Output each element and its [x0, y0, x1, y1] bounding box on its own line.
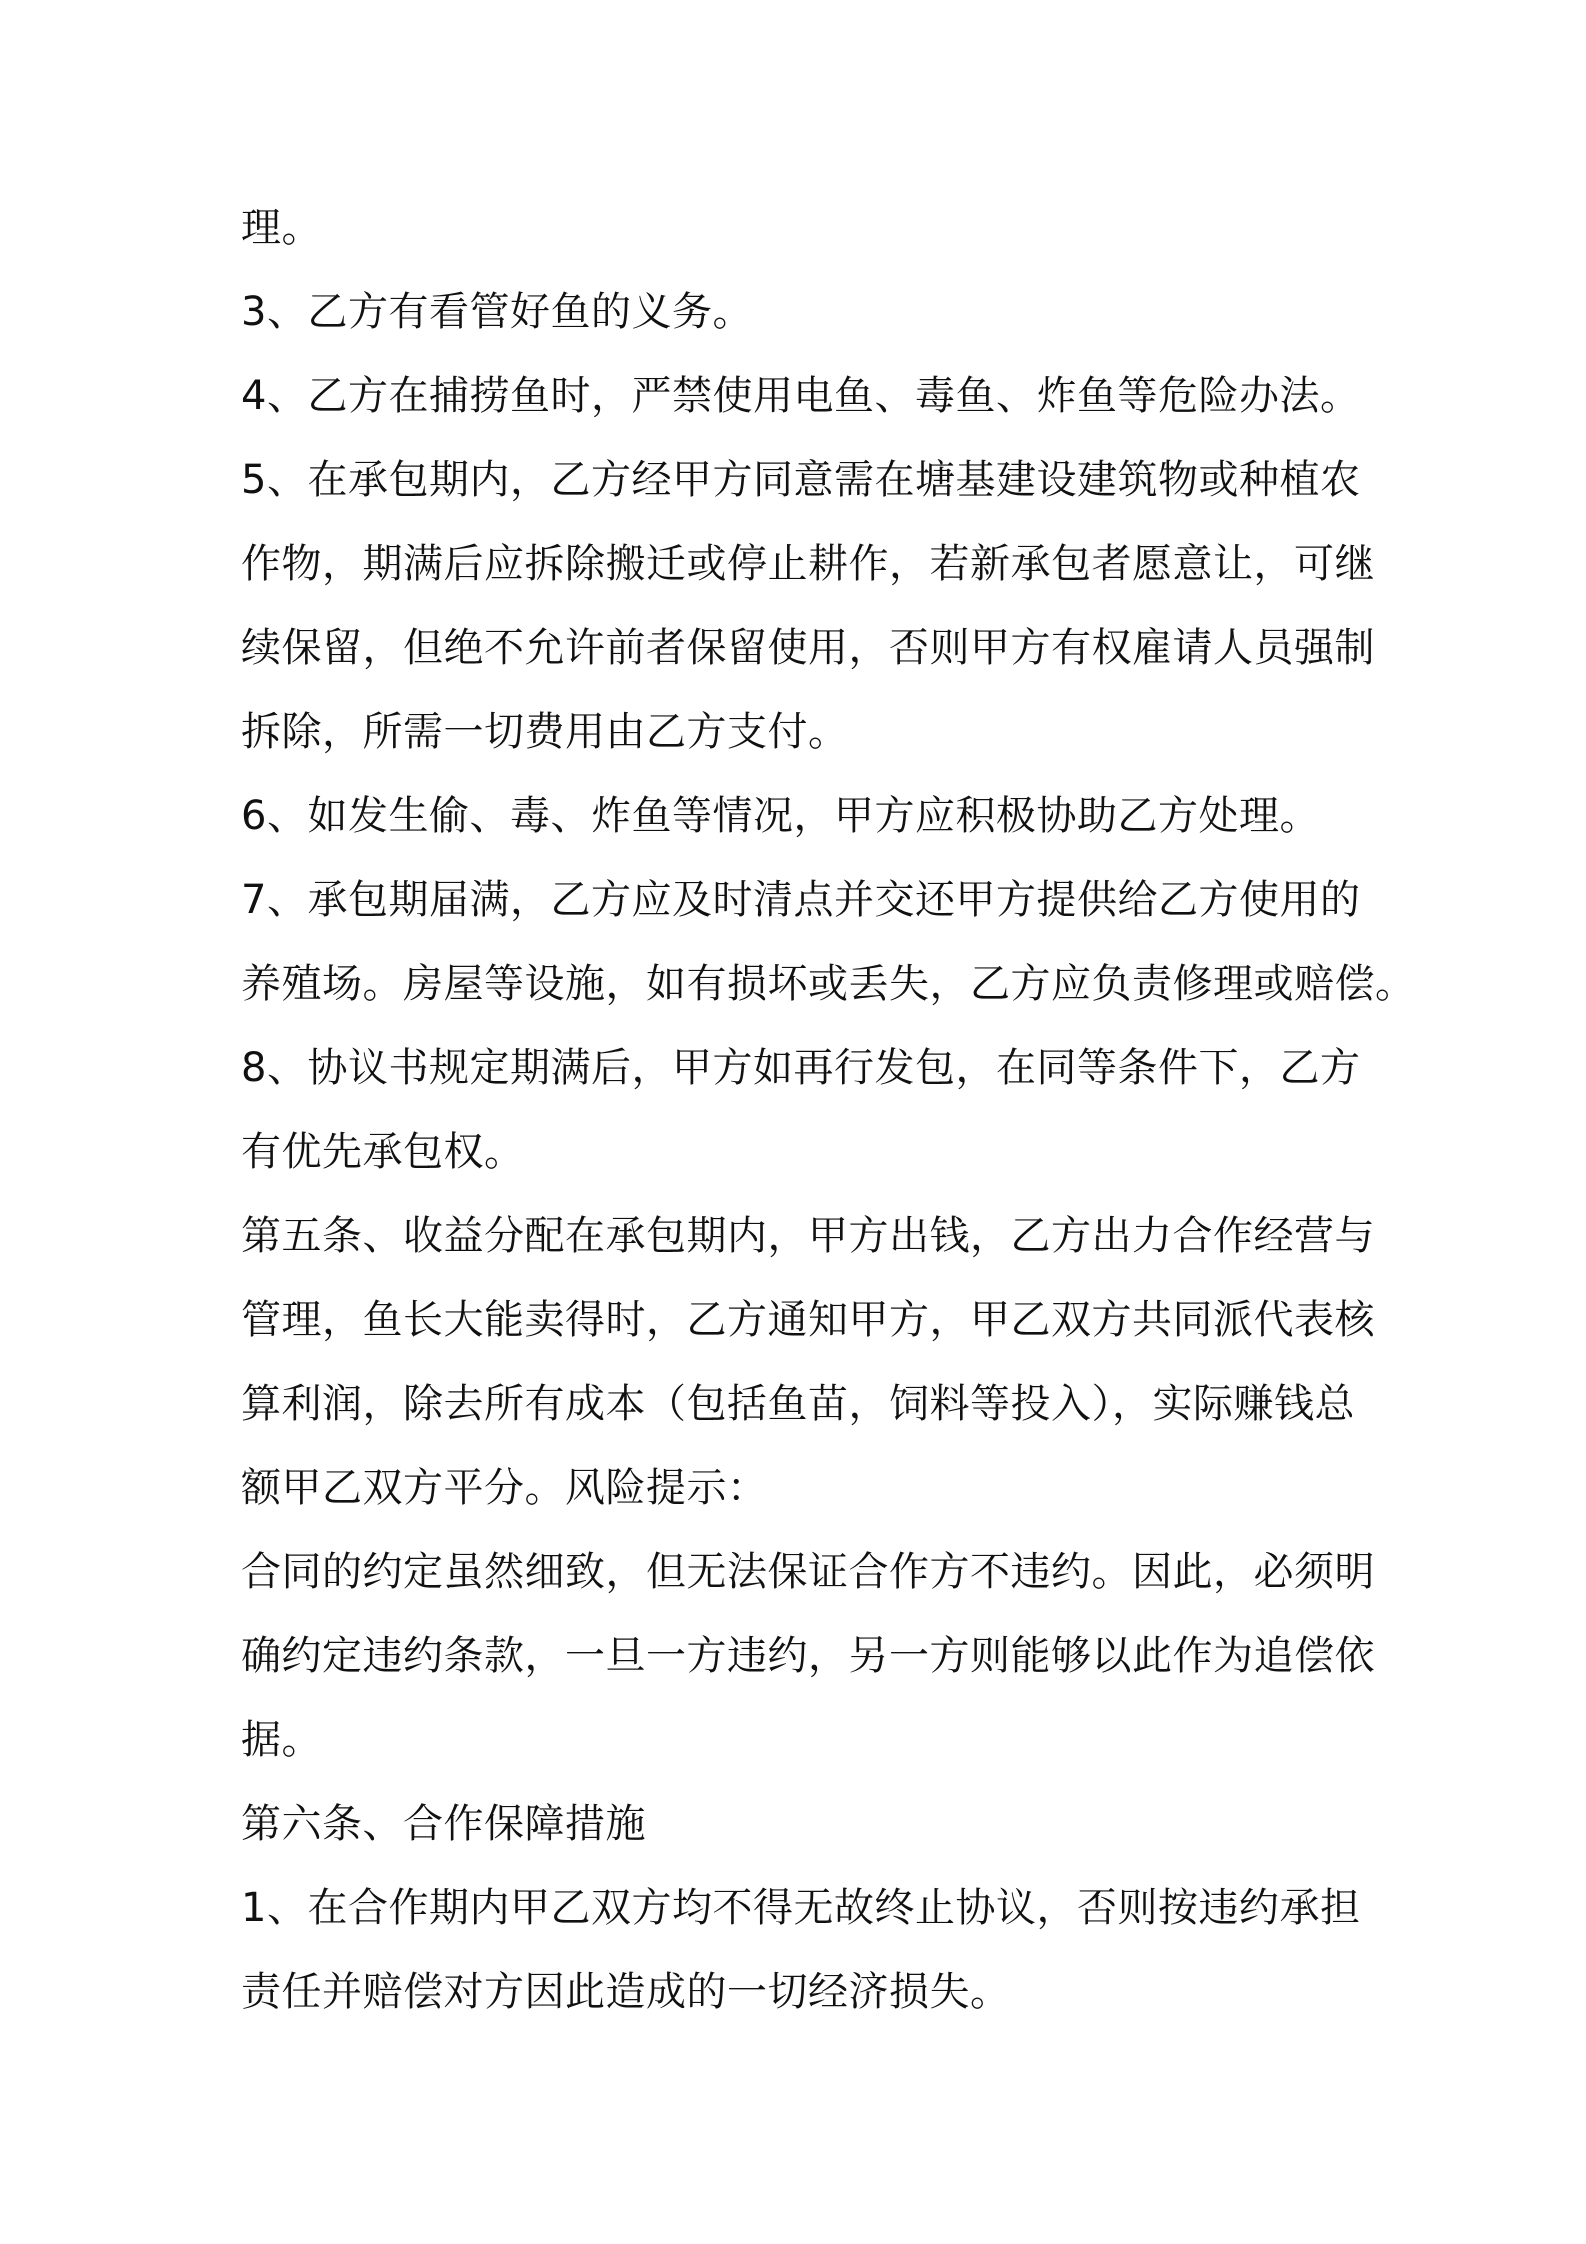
text-line: 8、协议书规定期满后，甲方如再行发包，在同等条件下，乙方	[241, 1045, 1361, 1091]
text-line: 拆除，所需一切费用由乙方支付。	[241, 709, 849, 755]
text-line: 据。	[241, 1717, 322, 1763]
text-line: 4、乙方在捕捞鱼时，严禁使用电鱼、毒鱼、炸鱼等危险办法。	[241, 373, 1361, 419]
text-line: 作物，期满后应拆除搬迁或停止耕作，若新承包者愿意让，可继	[241, 541, 1375, 587]
text-line: 管理，鱼长大能卖得时，乙方通知甲方，甲乙双方共同派代表核	[241, 1297, 1375, 1343]
text-line: 合同的约定虽然细致，但无法保证合作方不违约。因此，必须明	[241, 1549, 1375, 1595]
text-line: 算利润，除去所有成本（包括鱼苗，饲料等投入），实际赚钱总	[241, 1381, 1355, 1427]
text-line: 第五条、收益分配在承包期内，甲方出钱，乙方出力合作经营与	[241, 1213, 1375, 1259]
text-line: 养殖场。房屋等设施，如有损坏或丢失，乙方应负责修理或赔偿。	[241, 961, 1416, 1007]
text-line: 理。	[241, 205, 322, 251]
text-line: 责任并赔偿对方因此造成的一切经济损失。	[241, 1969, 1011, 2015]
text-line: 额甲乙双方平分。风险提示：	[241, 1465, 768, 1511]
text-line: 有优先承包权。	[241, 1129, 525, 1175]
text-line: 确约定违约条款，一旦一方违约，另一方则能够以此作为追偿依	[241, 1633, 1375, 1679]
text-line: 6、如发生偷、毒、炸鱼等情况，甲方应积极协助乙方处理。	[241, 793, 1320, 839]
document-page	[241, 186, 1416, 2034]
text-line: 第六条、合作保障措施	[241, 1801, 646, 1847]
text-line: 1、在合作期内甲乙双方均不得无故终止协议，否则按违约承担	[241, 1885, 1361, 1931]
text-line: 5、在承包期内，乙方经甲方同意需在塘基建设建筑物或种植农	[241, 457, 1361, 503]
text-line: 续保留，但绝不允许前者保留使用，否则甲方有权雇请人员强制	[241, 625, 1375, 671]
text-line: 7、承包期届满，乙方应及时清点并交还甲方提供给乙方使用的	[241, 877, 1361, 923]
text-line: 3、乙方有看管好鱼的义务。	[241, 289, 753, 335]
